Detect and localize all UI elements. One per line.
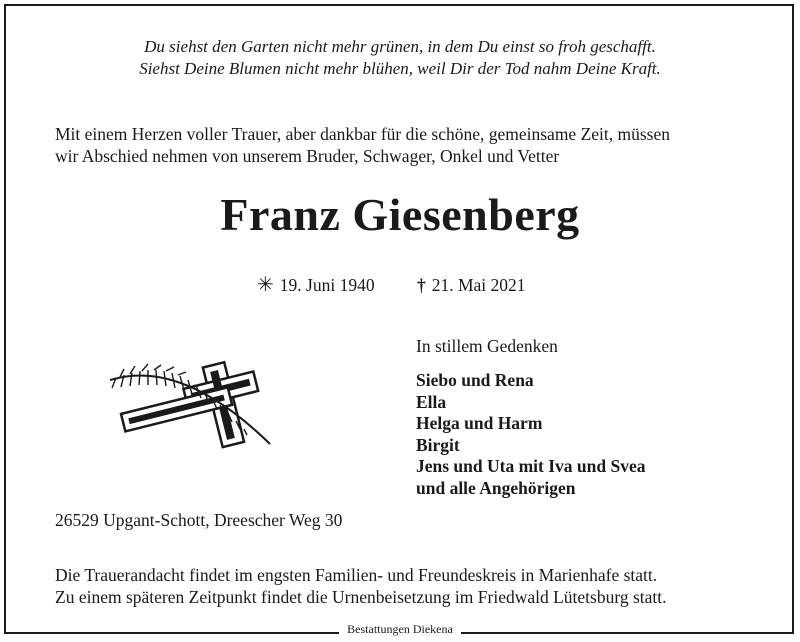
death-date: 21. Mai 2021 [431,275,526,295]
obituary-frame [4,4,794,634]
funeral-home-label: Bestattungen Diekena [339,622,461,636]
address: 26529 Upgant-Schott, Dreescher Weg 30 [55,510,343,530]
notice-line: Die Trauerandacht findet im engsten Familien- und Freundeskreis in Marienhafe statt. [55,565,658,585]
notice-line: Zu einem späteren Zeitpunkt findet die Urnenbeisetzung im Friedwald Lütetsburg statt. [55,587,667,607]
life-dates [257,272,526,297]
intro-text [55,123,755,167]
poem-line: Siehst Deine Blumen nicht mehr blühen, weil Dir der Tod nahm Deine Kraft. [139,59,661,78]
mourner-name: Helga und Harm [416,413,543,433]
birth-date: 19. Juni 1940 [279,275,375,295]
deceased-name: Franz Giesenberg [220,189,580,240]
mourner-name: Siebo und Rena [416,370,534,390]
mourner-name: Jens und Uta mit Iva und Svea [416,456,646,476]
intro-line: wir Abschied nehmen von unserem Bruder, Schwager, Onkel und Vetter [55,146,560,166]
cross-with-palm-branch-icon [102,358,282,450]
funeral-notice [55,564,755,608]
birth-star-icon: ✳ [257,274,274,296]
footer [0,622,800,637]
mourner-name: Ella [416,391,447,412]
mourners-heading: In stillem Gedenken [416,336,558,356]
mourner-name: Birgit [416,434,460,455]
mourner-name: und alle Angehörigen [416,477,576,498]
intro-line: Mit einem Herzen voller Trauer, aber dankbar für die schöne, gemeinsame Zeit, müssen [55,124,671,144]
death-cross-icon: † [416,275,426,295]
mourners-list [416,370,646,499]
poem-line: Du siehst den Garten nicht mehr grünen, in dem Du einst so froh geschafft. [144,37,656,56]
poem [0,36,800,80]
